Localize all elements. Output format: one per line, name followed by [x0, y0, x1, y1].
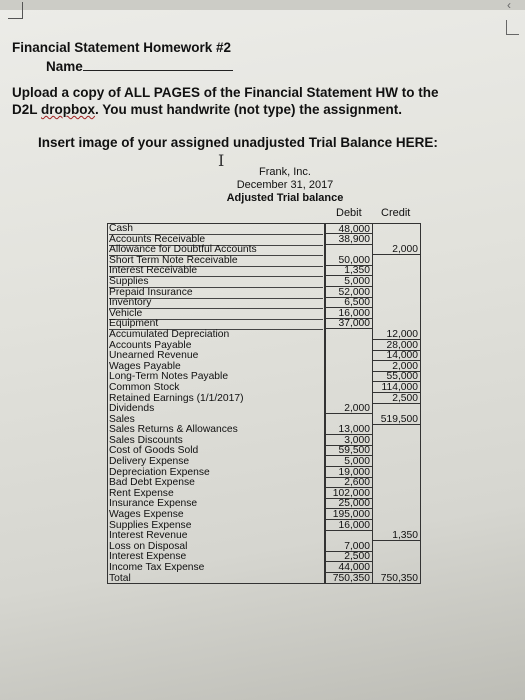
account-name: Interest Expense	[109, 551, 187, 563]
credit-cell: 28,000	[373, 340, 421, 351]
credit-cell	[373, 308, 421, 319]
table-row	[107, 541, 417, 552]
debit-cell: 16,000	[325, 308, 373, 319]
credit-cell: 750,350	[373, 573, 421, 584]
credit-cell	[373, 318, 421, 329]
instruction-suffix: . You must handwrite (not type) the assignment.	[95, 102, 403, 117]
trial-balance-table	[107, 223, 417, 583]
table-row	[107, 361, 417, 372]
debit-cell: 19,000	[325, 467, 373, 478]
credit-cell	[373, 223, 421, 234]
table-row	[107, 255, 417, 266]
table-row	[107, 573, 417, 584]
statement-date: December 31, 2017	[236, 179, 334, 191]
table-row	[107, 530, 417, 541]
name-blank	[83, 58, 233, 71]
debit-cell: 6,500	[325, 297, 373, 308]
credit-cell: 2,500	[373, 393, 421, 404]
table-row	[107, 414, 417, 425]
debit-cell: 52,000	[325, 287, 373, 298]
credit-header: Credit	[381, 207, 411, 219]
chevron-left-icon[interactable]: ‹	[507, 0, 511, 12]
table-row	[107, 456, 417, 467]
table-row	[107, 308, 417, 319]
credit-cell	[373, 488, 421, 499]
account-name: Cost of Goods Sold	[109, 445, 199, 457]
table-row	[107, 350, 417, 361]
table-row	[107, 297, 417, 308]
debit-cell: 37,000	[325, 318, 373, 329]
table-row	[107, 371, 417, 382]
table-row	[107, 276, 417, 287]
account-name: Retained Earnings (1/1/2017)	[109, 392, 244, 404]
debit-cell: 48,000	[325, 223, 373, 234]
table-row	[107, 498, 417, 509]
document-title: Financial Statement Homework #2	[12, 40, 232, 55]
table-row	[107, 424, 417, 435]
account-name: Cash	[109, 223, 323, 235]
account-name: Depreciation Expense	[109, 466, 210, 478]
table-row	[107, 329, 417, 340]
account-name: Sales	[109, 413, 135, 425]
debit-cell: 25,000	[325, 498, 373, 509]
credit-cell	[373, 424, 421, 435]
account-name: Supplies	[109, 276, 323, 288]
credit-cell	[373, 234, 421, 245]
credit-cell	[373, 509, 421, 520]
table-row	[107, 287, 417, 298]
table-row	[107, 393, 417, 404]
credit-cell	[373, 445, 421, 456]
debit-cell	[325, 244, 373, 255]
credit-cell: 2,000	[373, 244, 421, 255]
credit-cell	[373, 276, 421, 287]
debit-cell	[325, 382, 373, 393]
instruction-prefix: D2L	[12, 102, 42, 117]
account-name: Prepaid Insurance	[109, 287, 323, 299]
account-name: Inventory	[109, 297, 323, 309]
table-row	[107, 382, 417, 393]
page-corner-mark-right	[506, 20, 519, 35]
table-row	[107, 520, 417, 531]
debit-cell	[325, 329, 373, 340]
credit-cell	[373, 287, 421, 298]
debit-header: Debit	[336, 207, 362, 219]
account-name: Allowance for Doubtful Accounts	[109, 244, 323, 256]
table-row	[107, 244, 417, 255]
credit-cell	[373, 435, 421, 446]
account-name: Wages Expense	[109, 509, 184, 521]
debit-cell: 2,500	[325, 551, 373, 562]
debit-cell	[325, 361, 373, 372]
table-row	[107, 488, 417, 499]
company-name: Frank, Inc.	[259, 166, 311, 178]
debit-cell	[325, 393, 373, 404]
table-row	[107, 265, 417, 276]
debit-cell: 38,900	[325, 234, 373, 245]
table-row	[107, 234, 417, 245]
page-corner-mark-left	[8, 2, 23, 19]
debit-cell: 7,000	[325, 541, 373, 552]
account-name: Long-Term Notes Payable	[109, 371, 229, 383]
debit-cell: 3,000	[325, 435, 373, 446]
account-name: Bad Debt Expense	[109, 477, 195, 489]
table-row	[107, 403, 417, 414]
account-name: Supplies Expense	[109, 519, 192, 531]
credit-cell: 1,350	[373, 530, 421, 541]
debit-cell: 5,000	[325, 456, 373, 467]
table-row	[107, 509, 417, 520]
account-name: Insurance Expense	[109, 498, 198, 510]
dropbox-word: dropbox	[41, 102, 96, 117]
credit-cell	[373, 456, 421, 467]
debit-cell: 2,000	[325, 403, 373, 414]
credit-cell: 12,000	[373, 329, 421, 340]
account-name: Sales Returns & Allowances	[109, 424, 238, 436]
account-name: Rent Expense	[109, 487, 174, 499]
credit-cell	[373, 520, 421, 531]
credit-cell	[373, 498, 421, 509]
text-cursor-icon: I	[218, 151, 225, 170]
table-row	[107, 318, 417, 329]
credit-cell: 2,000	[373, 361, 421, 372]
upload-instruction-line-1: Upload a copy of ALL PAGES of the Financial Statement HW to the	[12, 85, 439, 100]
debit-cell: 5,000	[325, 276, 373, 287]
credit-cell: 114,000	[373, 382, 421, 393]
account-name: Accounts Receivable	[109, 234, 323, 246]
table-row	[107, 477, 417, 488]
credit-cell	[373, 541, 421, 552]
table-row	[107, 551, 417, 562]
account-name: Short Term Note Receivable	[109, 255, 323, 267]
name-line	[46, 58, 233, 74]
statement-title: Adjusted Trial balance	[226, 192, 344, 204]
credit-cell	[373, 297, 421, 308]
upload-instruction-line-2	[12, 102, 402, 117]
debit-cell	[325, 530, 373, 541]
debit-cell: 59,500	[325, 445, 373, 456]
credit-cell: 519,500	[373, 414, 421, 425]
account-name: Wages Payable	[109, 360, 181, 372]
account-name: Interest Receivable	[109, 265, 323, 277]
credit-cell	[373, 265, 421, 276]
debit-cell	[325, 414, 373, 425]
account-name: Equipment	[109, 318, 323, 330]
debit-cell: 50,000	[325, 255, 373, 266]
debit-cell: 44,000	[325, 562, 373, 573]
table-row	[107, 562, 417, 573]
account-name: Loss on Disposal	[109, 540, 188, 552]
debit-cell: 16,000	[325, 520, 373, 531]
debit-cell: 2,600	[325, 477, 373, 488]
account-name: Interest Revenue	[109, 530, 188, 542]
table-row	[107, 445, 417, 456]
credit-cell	[373, 467, 421, 478]
account-name: Vehicle	[109, 308, 323, 320]
account-name: Accumulated Depreciation	[109, 328, 230, 340]
account-name: Common Stock	[109, 381, 180, 393]
account-name: Accounts Payable	[109, 339, 192, 351]
debit-cell	[325, 340, 373, 351]
name-label: Name	[46, 59, 83, 74]
credit-cell	[373, 562, 421, 573]
debit-cell: 1,350	[325, 265, 373, 276]
credit-cell	[373, 255, 421, 266]
table-row	[107, 435, 417, 446]
debit-cell	[325, 350, 373, 361]
credit-cell: 14,000	[373, 350, 421, 361]
credit-cell	[373, 477, 421, 488]
debit-cell: 195,000	[325, 509, 373, 520]
account-name: Income Tax Expense	[109, 562, 205, 573]
viewer-top-bar	[0, 0, 525, 10]
debit-cell: 750,350	[325, 573, 373, 584]
table-row	[107, 467, 417, 478]
credit-cell	[373, 551, 421, 562]
account-name: Sales Discounts	[109, 434, 183, 446]
insert-prompt: Insert image of your assigned unadjusted Trial Balance HERE:	[38, 135, 438, 150]
account-name: Dividends	[109, 403, 155, 415]
table-row	[107, 223, 417, 234]
account-name: Unearned Revenue	[109, 350, 199, 362]
account-name: Total	[109, 572, 131, 584]
debit-cell: 102,000	[325, 488, 373, 499]
account-name: Delivery Expense	[109, 456, 190, 468]
credit-cell	[373, 403, 421, 414]
debit-cell: 13,000	[325, 424, 373, 435]
debit-cell	[325, 371, 373, 382]
credit-cell: 55,000	[373, 371, 421, 382]
table-row	[107, 340, 417, 351]
